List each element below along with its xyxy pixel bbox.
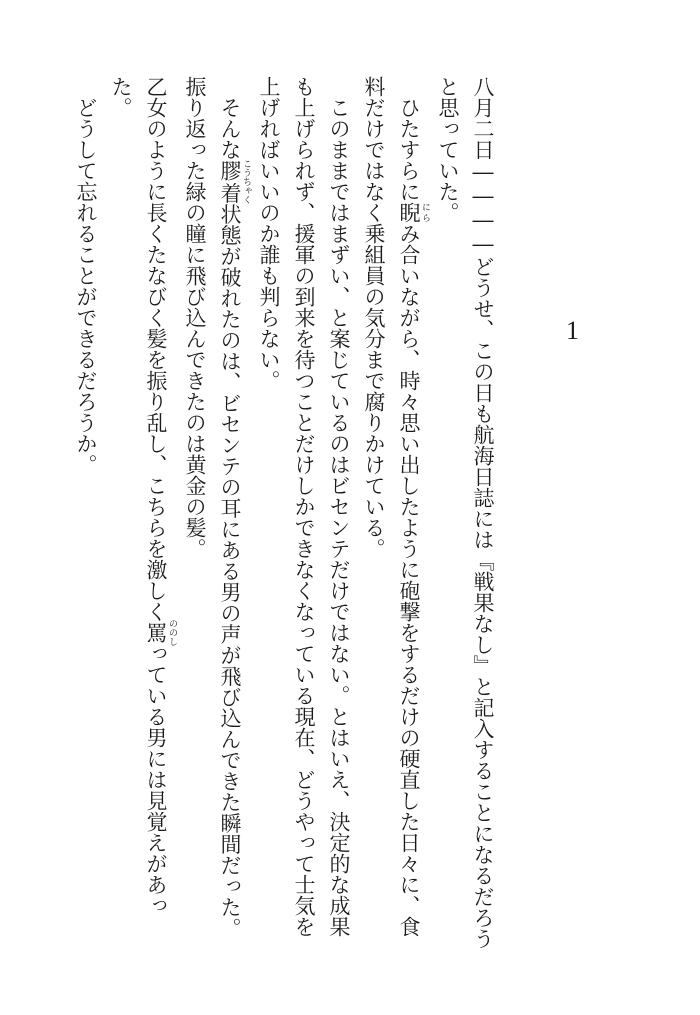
text-run: このままではまずい、と案じているのはビセンテだけではない。とはいえ、決定的な成果も上げられず、援軍の到来を待つことだけしかできなくなっている現在、どうやって士気を上げればいいのか誰も判らない。	[257, 76, 351, 937]
paragraph-7	[68, 76, 103, 956]
paragraph-5	[177, 76, 212, 956]
paragraph-3	[251, 76, 356, 956]
ruby-base: 罵	[144, 619, 168, 646]
ruby-annotation	[397, 202, 430, 223]
text-run: 乙女のように長くたなびく髪を振り乱し、こちらを激しく	[144, 76, 168, 622]
ruby-reading: にら	[420, 202, 430, 223]
ruby-reading: こうちゃく	[241, 159, 251, 205]
novel-text-block	[68, 76, 500, 956]
paragraph-6	[103, 76, 177, 956]
ruby-base: 膠着	[218, 159, 242, 205]
chapter-number: 1	[566, 316, 579, 345]
text-run: 八月二日――――どうせ、この日も航海日誌には『戦果なし』と記入することになるだろうと思っていた。	[436, 76, 495, 949]
text-run: そんな	[218, 97, 242, 160]
ruby-base: 睨	[397, 202, 421, 223]
ruby-annotation	[218, 159, 251, 205]
paragraph-2	[356, 76, 430, 956]
text-run: どうして忘れることができるだろうか。	[74, 97, 98, 475]
text-run: み合いながら、時々思い出したように砲撃をするだけの硬直した日々に、食料だけではなく乗組員の気分まで腐りかけている。	[362, 76, 421, 937]
text-run: ひたすらに	[397, 97, 421, 202]
ruby-reading: ののし	[167, 619, 177, 646]
text-run: 振り返った緑の瞳に飛び込んできたのは黄金の髪。	[183, 76, 207, 559]
paragraph-1	[430, 76, 500, 956]
ruby-annotation	[144, 619, 177, 646]
paragraph-4	[212, 76, 251, 956]
text-run: 状態が破れたのは、ビセンテの耳にある男の声が飛び込んできた瞬間だった。	[218, 203, 242, 939]
text-run: っている男には見覚えがあった。	[109, 76, 168, 916]
